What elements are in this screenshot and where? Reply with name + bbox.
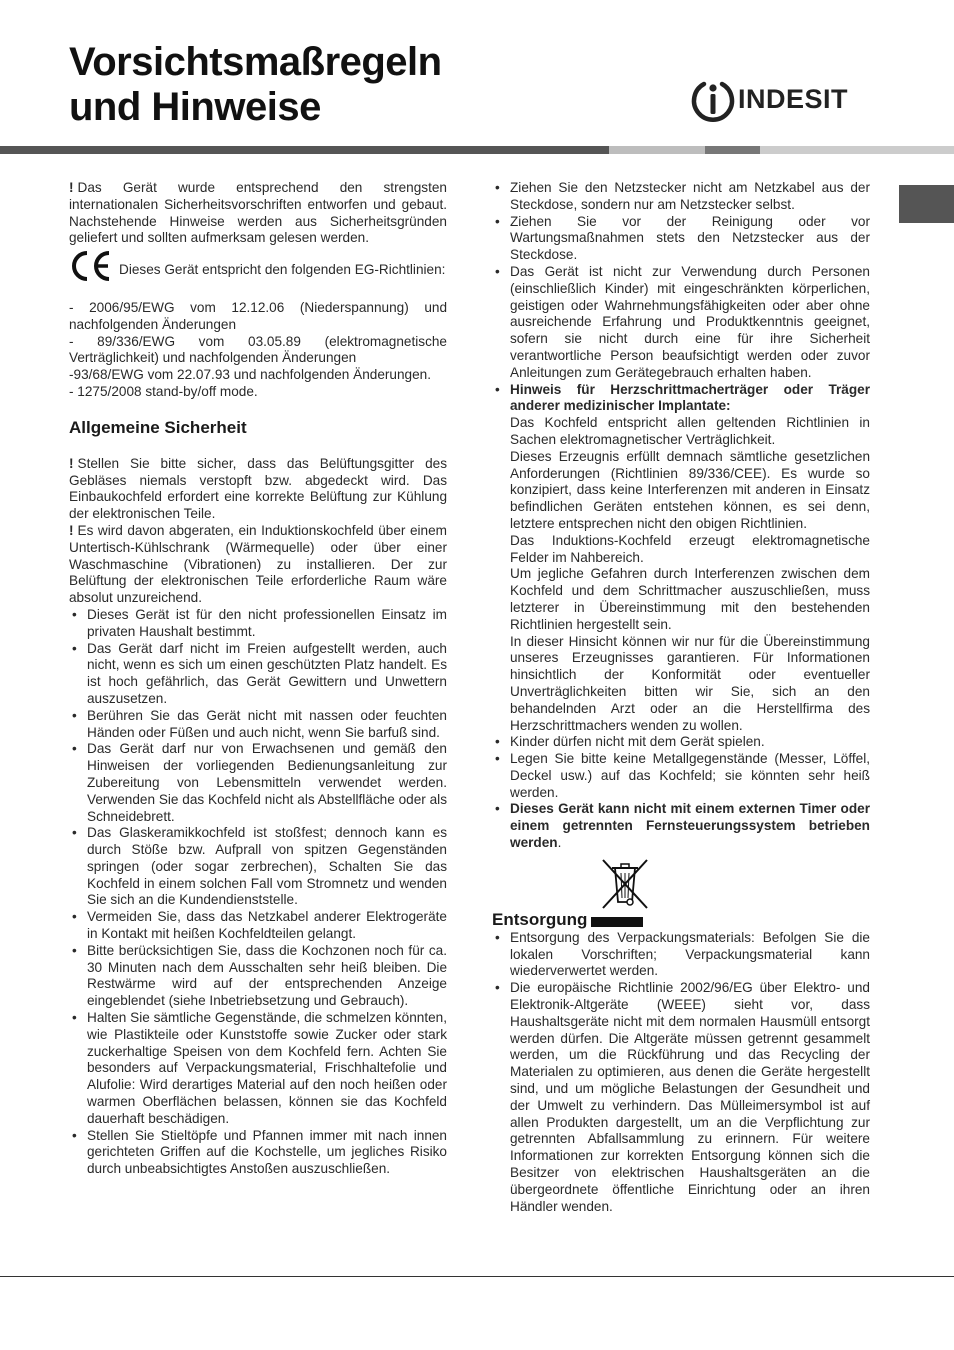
section-heading-general-safety: Allgemeine Sicherheit xyxy=(69,417,247,437)
pacemaker-paragraph: Das Kochfeld entspricht allen geltenden Richtlinien in Sachen elektromagnetischer Verträglichkeit. xyxy=(510,415,870,447)
indesit-i-mark-icon xyxy=(690,78,736,124)
pacemaker-paragraph: Das Induktions-Kochfeld erzeugt elektromagnetische Felder im Nahbereich. xyxy=(510,532,870,565)
warning-paragraph: ! Stellen Sie bitte sicher, dass das Belüftungsgitter des Gebläses niemals verstopft bzw. abgedeckt wird. Das Einbaukochfeld erfordert eine korrekte Belüftung zur Kühlung der elektronischen Teile. xyxy=(69,455,447,522)
pacemaker-paragraph: In dieser Hinsicht können wir nur für die Übereinstimmung unseres Erzeugnisses garantieren. Für Informationen hinsichtlich der Konformität oder eventueller Unverträglichkeiten bitten wir Sie, sich an den behandelnden Arzt oder an die Herstellfirma des Herzschrittmachers wenden zu wollen. xyxy=(510,633,870,733)
list-item: • Ziehen Sie vor der Reinigung oder vor Wartungsmaßnahmen stets den Netzstecker aus der Steckdose. xyxy=(492,214,870,264)
header-bar-segment xyxy=(705,146,760,154)
list-item: • Das Glaskeramikkochfeld ist stoßfest; dennoch kann es durch Stöße bzw. Aufprall von spitzen Gegenständen springen (oder sogar zerbrechen), Schalten Sie das Kochfeld in einem solchen Fall vom Stromnetz und wenden Sie sich an die Kundendienststelle. xyxy=(69,825,447,909)
list-item: • Halten Sie sämtliche Gegenstände, die schmelzen könnten, wie Plastikteile oder Kunststoffe sowie Zucker oder stark zuckerhaltige Speisen von dem Kochfeld fern. Achten Sie besonders auf Verpackungsmaterial, Frischhaltefolie und Alufolie: Wird derartiges Material auf den noch heißen oder warmen Oberflächen belassen, können sie das Kochfeld dauerhaft beschädigen. xyxy=(69,1010,447,1128)
list-item: • Das Gerät darf nur von Erwachsenen und gemäß den Hinweisen der vorliegenden Bedienungsanleitung zur Zubereitung von Lebensmitteln verwendet werden. Verwenden Sie das Kochfeld nicht als Abstellfläche oder als Schneidebrett. xyxy=(69,741,447,825)
list-item: • Vermeiden Sie, dass das Netzkabel anderer Elektrogeräte in Kontakt mit heißen Kochfeldteilen gelangt. xyxy=(69,909,447,943)
disposal-list xyxy=(492,930,870,1216)
directive-line: - 2006/95/EWG vom 12.12.06 (Niederspannung) und nachfolgenden Änderungen xyxy=(69,299,447,332)
pacemaker-paragraph: Dieses Erzeugnis erfüllt demnach sämtliche gesetzlichen Anforderungen (Richtlinien 89/336/CEE). Es wurde so konzipiert, dass keine Interferenzen mit anderen in Einsatz befindlichen Geräten entstehen können, es sei denn, letztere entsprechen nicht den obigen Richtlinien. xyxy=(510,448,870,531)
directive-line: - 89/336/EWG vom 03.05.89 (elektromagnetische Verträglichkeit) und nachfolgenden Änderungen xyxy=(69,333,447,366)
disposal-heading-row xyxy=(492,910,870,930)
logo-wordmark: INDESIT xyxy=(738,84,849,114)
footer-rule xyxy=(0,1276,954,1277)
left-column xyxy=(69,180,447,1178)
list-item: • Legen Sie bitte keine Metallgegenstände (Messer, Löffel, Deckel usw.) auf das Kochfeld; sie könnten sehr heiß werden. xyxy=(492,751,870,801)
ce-text: Dieses Gerät entspricht den folgenden EG-Richtlinien: xyxy=(119,262,446,278)
list-item: • Berühren Sie das Gerät nicht mit nassen oder feuchten Händen oder Füßen und auch nicht, wenn Sie barfuß sind. xyxy=(69,708,447,742)
page-title xyxy=(69,40,589,130)
header-bar-segment xyxy=(0,146,609,154)
directive-line: - 1275/2008 stand-by/off mode. xyxy=(69,383,258,399)
pacemaker-heading: • Hinweis für Herzschrittmacherträger oder Träger anderer medizinischer Implantate: xyxy=(510,381,870,414)
right-column xyxy=(492,180,870,1215)
list-item: • Stellen Sie Stieltöpfe und Pfannen immer mit nach innen gerichteten Griffen auf die Kochstelle, um jegliches Risiko durch unbeabsichtigtes Anstoßen auszuschließen. xyxy=(69,1128,447,1178)
list-item: • Das Gerät darf nicht im Freien aufgestellt werden, auch nicht, wenn es sich um einen geschützten Platz handelt. Es ist hoch gefährlich, das Gerät Gewittern und Unwettern auszusetzen. xyxy=(69,641,447,708)
list-item: • Kinder dürfen nicht mit dem Gerät spielen. xyxy=(492,734,870,751)
ce-mark-icon xyxy=(69,249,115,283)
list-item: • Dieses Gerät ist für den nicht professionellen Einsatz im privaten Haushalt bestimmt. xyxy=(69,607,447,641)
weee-symbol xyxy=(492,858,870,906)
list-item: • Ziehen Sie den Netzstecker nicht am Netzkabel aus der Steckdose, sondern nur am Netzstecker selbst. xyxy=(492,180,870,214)
disposal-black-bar xyxy=(591,917,643,927)
intro-paragraph: ! Das Gerät wurde entsprechend den strengsten internationalen Sicherheitsvorschriften entworfen und gebaut. Nachstehende Hinweise werden aus Sicherheitsgründen geliefert und sollten aufmerksam gelesen werden. xyxy=(69,180,447,246)
safety-list xyxy=(69,607,447,1178)
title-line-1: Vorsichtsmaßregeln xyxy=(69,40,442,84)
pacemaker-paragraph: Um jegliche Gefahren durch Interferenzen zwischen dem Kochfeld und dem Schrittmacher auszuschließen, muss letzterer in Übereinstimmung mit den bestehenden Richtlinien hergestellt sein. xyxy=(510,566,870,632)
warning-mark-icon: ! xyxy=(69,522,74,538)
indesit-logo xyxy=(690,78,870,126)
list-item: • Entsorgung des Verpackungsmaterials: Befolgen Sie die lokalen Vorschriften; Verpackungsmaterial kann wiederverwertet werden. xyxy=(492,930,870,980)
header-bar-segment xyxy=(760,146,954,154)
warning-mark-icon: ! xyxy=(69,180,74,195)
list-item-timer-warning: • Dieses Gerät kann nicht mit einem externen Timer oder einem getrennten Fernsteuerungssystem betrieben werden. xyxy=(492,801,870,851)
section-heading-disposal: Entsorgung xyxy=(492,909,588,929)
warning-paragraph: ! Es wird davon abgeraten, ein Induktionskochfeld über einem Untertisch-Kühlschrank (Wärmequelle) oder über einer Waschmaschine (Vibrationen) zu installieren. Der zur Belüftung der elektronischen Teile erforderliche Raum wäre absolut unzureichend. xyxy=(69,522,447,606)
list-item: • Das Gerät ist nicht zur Verwendung durch Personen (einschließlich Kinder) mit eingeschränkten körperlichen, geistigen oder Wahrnehmungsfähigkeiten oder aber ohne ausreichende Erfahrung und Produktkenntnis geeignet, sofern sie nicht durch eine für ihre Sicherheit verantwortliche Person beaufsichtigt werden oder zuvor Anleitungen zum Gerätegebrauch erhalten haben. xyxy=(492,264,870,382)
list-item: • Die europäische Richtlinie 2002/96/EG über Elektro- und Elektronik-Altgeräte (WEEE) sieht vor, dass Haushaltsgeräte nicht mit dem normalen Hausmüll entsorgt werden dürfen. Die Altgeräte müssen getrennt gesammelt werden, um die Rückführung und das Recycling der Materialen zu optimieren, aus denen die Geräte hergestellt sind, und um mögliche Belastungen der Gesundheit und der Umwelt zu verhindern. Das Mülleimersymbol ist auf allen Produkten dargestellt, um an die Verpflichtung zur getrennten Abfallsammlung zu erinnern. Für weitere Informationen zur korrekten Entsorgung können sich die Besitzer von elektrischen Haushaltsgeräten an die übergeordnete öffentliche Einrichtung oder an ihren Händler wenden. xyxy=(492,980,870,1215)
ce-conformity xyxy=(69,249,447,283)
directive-line: -93/68/EWG vom 22.07.93 und nachfolgenden Änderungen. xyxy=(69,367,431,383)
warning-mark-icon: ! xyxy=(69,455,74,471)
language-tab-marker xyxy=(899,185,954,223)
safety-list-continued xyxy=(492,180,870,852)
title-line-2: und Hinweise xyxy=(69,85,321,129)
crossed-bin-icon xyxy=(597,858,653,910)
list-item-pacemaker xyxy=(492,382,870,735)
list-item: • Bitte berücksichtigen Sie, dass die Kochzonen noch für ca. 30 Minuten nach dem Ausschalten sehr heiß bleiben. Die Restwärme wird auf der entsprechenden Anzeige eingeblendet (siehe Inbetriebsetzung und Gebrauch). xyxy=(69,943,447,1010)
header-bar-segment xyxy=(609,146,705,154)
